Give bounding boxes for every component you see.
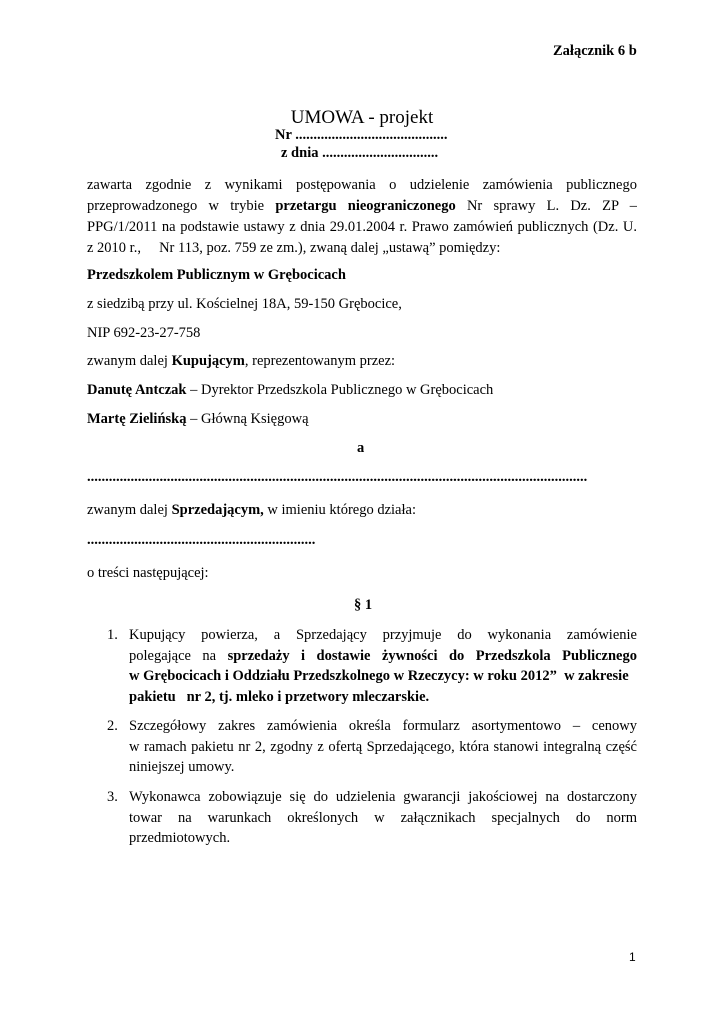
buyer-role: Kupującym (171, 353, 245, 369)
seller-name-blank: .......................................................................................................................................... (87, 469, 588, 485)
content-intro: o treści następującej: (87, 565, 209, 581)
tender-mode: przetargu nieograniczonego (275, 198, 456, 214)
item-1-line-4: pakietu nr 2, tj. mleko i przetwory mleczarskie. (129, 689, 430, 705)
seller-called-text-c: w imieniu którego działa: (263, 502, 416, 518)
item-2-line-1: Szczegółowy zakres zamówienia określa formularz asortymentowo – cenowy (129, 718, 637, 734)
item-1-line-2 (129, 648, 637, 665)
annex-label: Załącznik 6 b (553, 43, 637, 59)
section-mark: § 1 (354, 597, 373, 613)
buyer-name: Przedszkolem Publicznym w Grębocicach (87, 267, 346, 283)
seller-called (87, 502, 416, 519)
buyer-called (87, 353, 395, 370)
item-2-line-2: w ramach pakietu nr 2, zgodny z ofertą Sprzedającego, która stanowi integralną część (129, 739, 637, 755)
buyer-called-text-a: zwanym dalej (87, 353, 172, 369)
conjunction-a: a (357, 440, 365, 456)
item-3-number: 3. (107, 789, 118, 805)
item-3-line-3: przedmiotowych. (129, 830, 231, 846)
intro-line-3: PPG/1/2011 na podstawie ustawy z dnia 29.01.2004 r. Prawo zamówień publicznych (Dz. U. (87, 219, 637, 235)
seller-called-text-a: zwanym dalej (87, 502, 172, 518)
representative-1-name: Danutę Antczak (87, 382, 187, 398)
buyer-nip: NIP 692-23-27-758 (87, 325, 201, 341)
intro-line-2 (87, 198, 637, 215)
intro-line-2-text-c: Nr sprawy L. Dz. ZP – (455, 198, 637, 214)
seller-role: Sprzedającym, (171, 502, 264, 518)
intro-line-1: zawarta zgodnie z wynikami postępowania o udzielenie zamówienia publicznego (87, 177, 637, 193)
intro-line-2-text-a: przeprowadzonego w trybie (87, 198, 276, 214)
item-1-line-1: Kupujący powierza, a Sprzedający przyjmuje do wykonania zamówienie (129, 627, 637, 643)
item-1-subject-a: sprzedaży i dostawie żywności do Przedszkola Publicznego (227, 648, 637, 664)
buyer-called-text-c: , reprezentowanym przez: (244, 353, 396, 369)
representative-1-role: – Dyrektor Przedszkola Publicznego w Grębocicach (186, 382, 494, 398)
item-1-line-2-text-a: polegające na (129, 648, 228, 664)
buyer-representative-1 (87, 382, 493, 399)
seller-representative-blank: ............................................................... (87, 532, 316, 548)
item-2-line-3: niniejszej umowy. (129, 759, 235, 775)
buyer-representative-2 (87, 411, 309, 428)
contract-date-line: z dnia ................................ (281, 145, 439, 161)
item-2-number: 2. (107, 718, 118, 734)
item-1-line-3: w Grębocicach i Oddziału Przedszkolnego w Rzeczycy: w roku 2012” w zakresie (129, 668, 629, 684)
contract-number-line: Nr .......................................... (275, 127, 448, 143)
document-title: UMOWA - projekt (290, 107, 434, 128)
representative-2-role: – Główną Księgową (186, 411, 309, 427)
page-number: 1 (629, 950, 636, 964)
item-3-line-1: Wykonawca zobowiązuje się do udzielenia gwarancji jakościowej na dostarczony (129, 789, 637, 805)
item-1-number: 1. (107, 627, 118, 643)
representative-2-name: Martę Zielińską (87, 411, 187, 427)
item-3-line-2: towar na warunkach określonych w załącznikach specjalnych do norm (129, 810, 637, 826)
intro-line-4: z 2010 r., Nr 113, poz. 759 ze zm.), zwaną dalej „ustawą” pomiędzy: (87, 240, 501, 256)
buyer-address: z siedzibą przy ul. Kościelnej 18A, 59-150 Grębocice, (87, 296, 402, 312)
